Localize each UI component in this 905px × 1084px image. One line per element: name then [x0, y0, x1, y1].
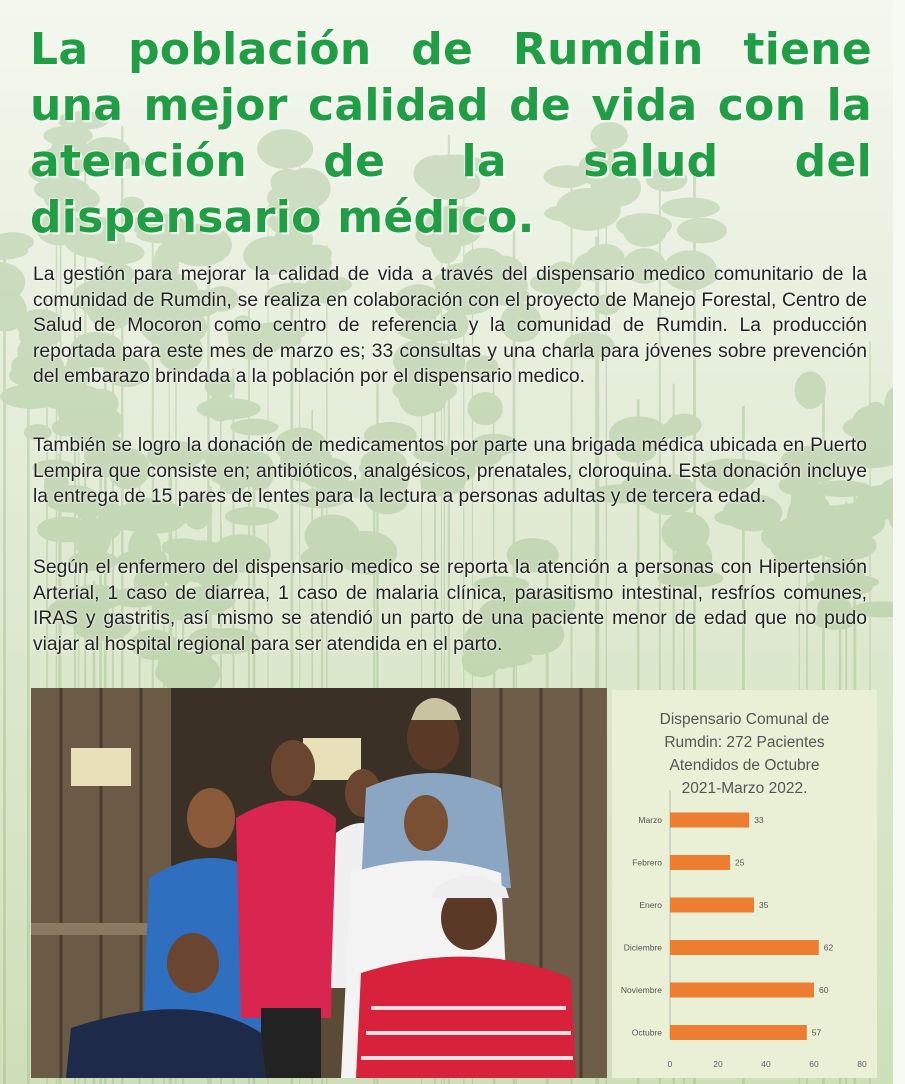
bar — [670, 898, 754, 913]
page-title: La población de Rumdin tiene una mejor calidad de vida con la atención de la salud del dispensario médico. — [30, 24, 872, 243]
data-label: 33 — [754, 815, 764, 825]
paragraph-enfermero: Según el enfermero del dispensario medico se reporta la atención a personas con Hipertensión Arterial, 1 caso de diarrea, 1 caso de malaria clínica, parasitismo intestinal, resfríos comunes, IRAS y gastritis, así mismo se atendió un parto de una paciente menor de edad que no pudo viajar al hospital regional para ser atendida en el parto. — [33, 557, 867, 655]
x-tick-label: 40 — [761, 1059, 771, 1069]
data-label: 60 — [819, 985, 829, 995]
group-photo — [31, 688, 607, 1078]
x-tick-label: 0 — [667, 1059, 673, 1069]
category-label: Octubre — [631, 1027, 662, 1038]
paragraph-donacion: También se logro la donación de medicamentos por parte una brigada médica ubicada en Puerto Lempira que consiste en; antibióticos, analgésicos, prenatales, cloroquina. Esta donación incluye la entrega de 15 pares de lentes para la lectura a personas adultas y de tercera edad. — [33, 435, 867, 508]
category-label: Diciembre — [623, 942, 662, 953]
tree-foliage — [661, 512, 709, 553]
x-tick-label: 80 — [857, 1059, 867, 1069]
bar — [670, 940, 819, 955]
bar — [670, 855, 730, 870]
bar — [670, 1025, 807, 1040]
tree-foliage — [800, 506, 860, 539]
data-label: 25 — [735, 857, 745, 868]
tree-foliage — [161, 538, 204, 556]
patients-chart — [612, 690, 877, 1078]
category-label: Febrero — [632, 857, 662, 868]
bar — [670, 983, 814, 998]
category-label: Enero — [639, 900, 662, 910]
tree-foliage — [301, 244, 332, 263]
tree-foliage — [714, 508, 767, 526]
paragraph-gestion: La gestión para mejorar la calidad de vida a través del dispensario medico comunitario de la comunidad de Rumdin, se realiza en colaboración con el proyecto de Manejo Forestal, Centro de Salud de Mocoron como centro de referencia y la comunidad de Rumdin. La producción reportada para este mes de marzo es; 33 consultas y una charla para jóvenes sobre prevención del embarazo brindada a la población por el dispensario medico. — [33, 264, 867, 388]
category-label: Marzo — [638, 815, 662, 825]
x-tick-label: 20 — [713, 1059, 723, 1069]
chart-title — [612, 708, 877, 800]
bar — [670, 813, 749, 828]
chart-title-line: Rumdin: 272 Pacientes — [664, 734, 825, 751]
data-label: 57 — [811, 1027, 822, 1038]
data-label: 35 — [759, 900, 769, 910]
tree-foliage — [197, 398, 261, 420]
tree-trunk — [3, 234, 6, 1084]
tree-trunk — [27, 336, 30, 1084]
tree-foliage — [37, 516, 91, 542]
chart-title-line: 2021-Marzo 2022. — [681, 780, 808, 797]
category-label: Noviembre — [620, 985, 662, 995]
tree-foliage — [155, 658, 213, 687]
chart-title-line: Dispensario Comunal de — [659, 711, 830, 728]
chart-title-line: Atendidos de Octubre — [669, 757, 820, 774]
x-tick-label: 60 — [809, 1059, 819, 1069]
data-label: 62 — [823, 942, 834, 953]
